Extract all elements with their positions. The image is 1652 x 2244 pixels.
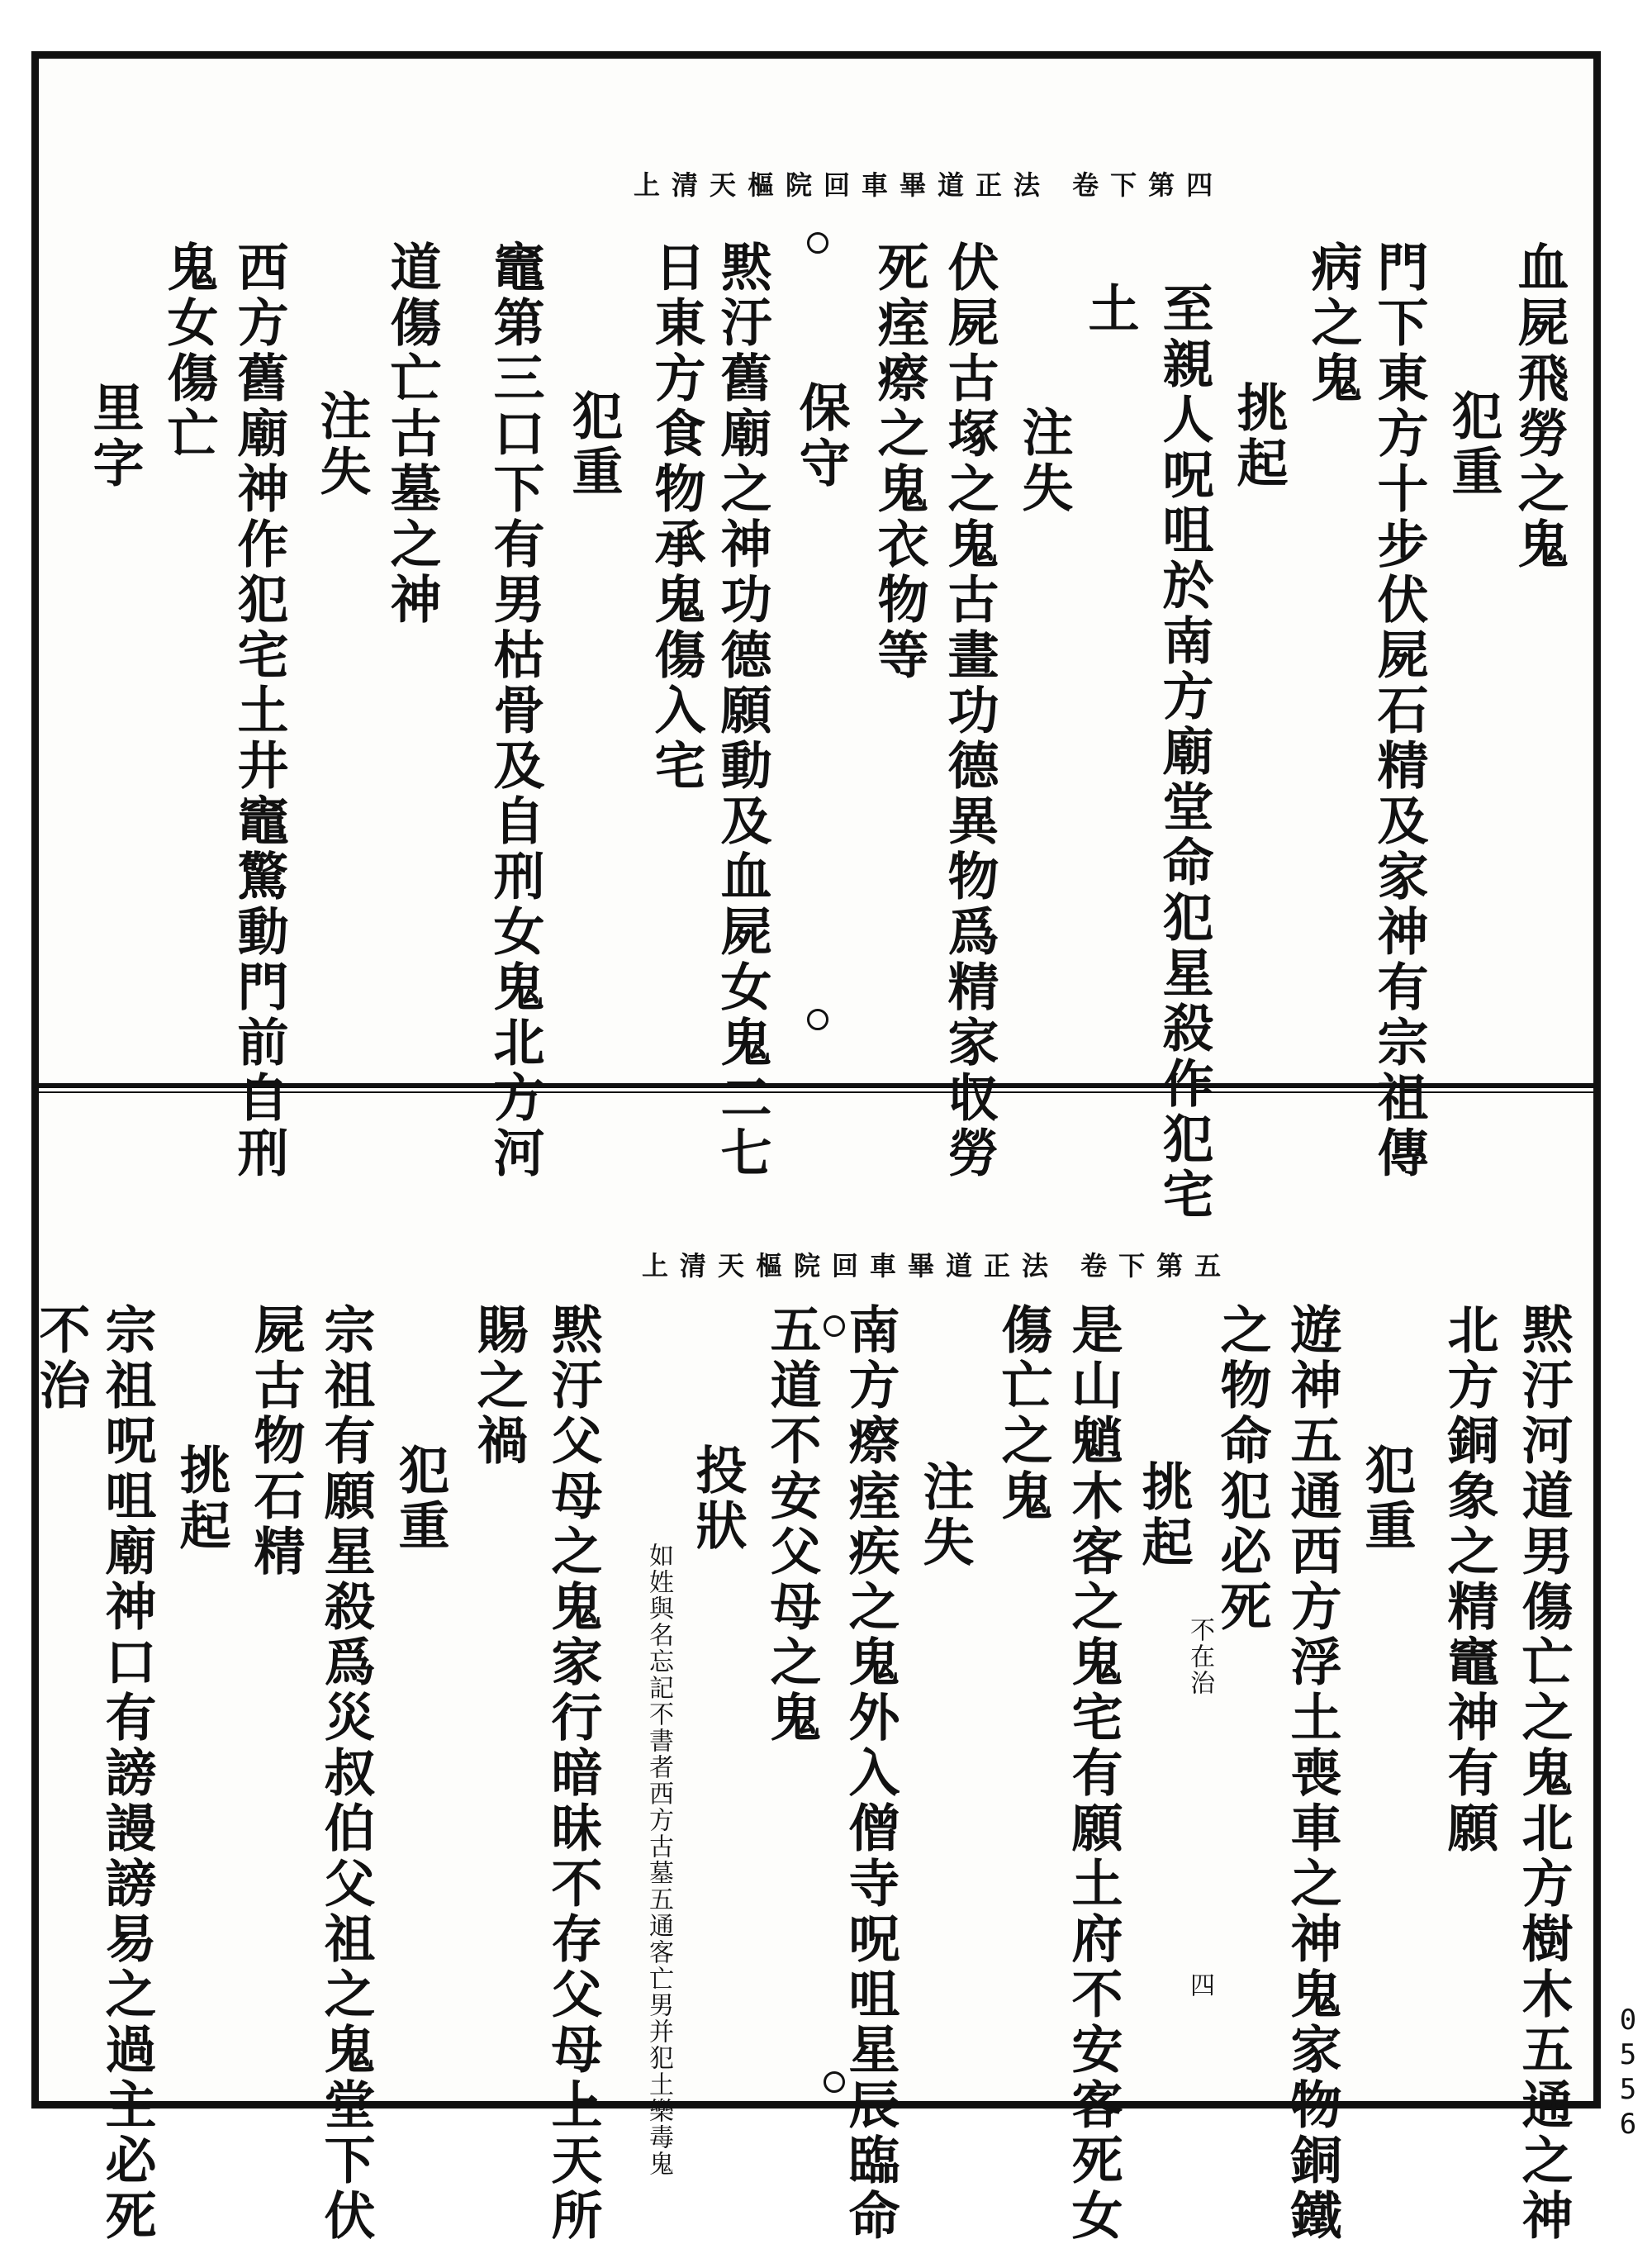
top-col-20: 里字 [84, 381, 145, 492]
top-col-4: 病之鬼 [1303, 240, 1363, 406]
bottom-col-3: 犯重 [1356, 1443, 1417, 1554]
page-divider [39, 1083, 1593, 1088]
bottom-note-3: 如姓與名忘記不書者西方古墓五通客亡男并犯土樂毒鬼 [644, 1543, 673, 2177]
bottom-col-6: 挑起 [1133, 1460, 1194, 1571]
bottom-col-13: 黙汙父母之鬼家行暗昧不存父母上天所 [543, 1303, 603, 2244]
top-col-10: 死痓瘵之鬼衣物等 [869, 240, 929, 683]
top-col-12: 黙汙舊廟之神功德願動及血屍女鬼二七 [712, 240, 772, 1181]
top-col-7: 土 [1080, 282, 1140, 337]
top-col-17: 注失 [311, 389, 372, 500]
top-col-8: 注失 [1014, 406, 1074, 516]
top-col-9: 伏屍古塚之鬼古畫功德異物爲精家収勞 [939, 240, 999, 1181]
circle-marker [807, 1009, 828, 1030]
circle-marker [824, 2071, 845, 2093]
bottom-col-2: 北方銅象之精竈神有願 [1439, 1303, 1499, 1857]
circle-marker [824, 1315, 845, 1337]
top-col-19: 鬼女傷亡 [159, 240, 219, 462]
top-col-5: 挑起 [1228, 381, 1289, 492]
top-col-15: 竈第三口下有男枯骨及自刑女鬼北方河 [485, 240, 545, 1181]
top-col-6: 至親人呪咀於南方廟堂命犯星殺作犯宅 [1154, 282, 1214, 1223]
bottom-col-8: 傷亡之鬼 [993, 1303, 1053, 1524]
page-frame [31, 51, 1601, 2244]
top-page-header: 上清天樞院回車畢道正法 卷下第四 [634, 169, 1225, 201]
top-col-18: 西方舊廟神作犯宅土井竈驚動門前自刑 [229, 240, 289, 1181]
bottom-page [31, 1096, 1593, 2244]
bottom-col-7: 是山魈木客之鬼宅有願土府不安客死女 [1063, 1303, 1123, 2244]
bottom-col-5: 之物命犯必死 [1212, 1303, 1272, 1635]
bottom-note-1: 不在治 [1185, 1617, 1214, 1696]
bottom-col-16: 宗祖有願星殺爲災叔伯父祖之鬼堂下伏 [316, 1303, 376, 2244]
top-col-13: 日東方食物承鬼傷入宅 [646, 240, 706, 794]
bottom-page-header: 上清天樞院回車畢道正法 卷下第五 [642, 1250, 1233, 1281]
page-number: 0556 [1612, 2004, 1645, 2142]
top-page [39, 59, 1593, 1223]
top-col-14: 犯重 [563, 389, 624, 500]
bottom-col-11: 五道不安父母之鬼 [762, 1303, 822, 1746]
top-col-3: 門下東方十步伏屍石精及家神有宗祖傳 [1369, 240, 1429, 1181]
bottom-col-15: 犯重 [390, 1443, 450, 1554]
top-col-1: 血屍飛勞之鬼 [1509, 240, 1569, 573]
top-col-16: 道傷亡古墓之神 [382, 240, 442, 628]
circle-marker [807, 232, 828, 254]
page-divider-inner [39, 1091, 1593, 1093]
bottom-col-17: 屍古物石精 [245, 1303, 306, 1580]
bottom-col-18: 挑起 [171, 1443, 231, 1554]
bottom-note-2: 四 [1185, 1972, 1214, 1999]
top-col-2: 犯重 [1443, 389, 1503, 500]
bottom-col-9: 注失 [914, 1460, 975, 1571]
bottom-col-12: 投狀 [687, 1443, 748, 1554]
bottom-col-1: 黙汙河道男傷亡之鬼北方樹木五通之神 [1513, 1303, 1574, 2244]
bottom-col-20: 不治 [31, 1303, 91, 1414]
top-col-11: 保守 [790, 381, 851, 492]
bottom-col-4: 遊神五通西方浮土喪車之神鬼家物銅鐵 [1282, 1303, 1342, 2244]
bottom-col-10: 南方瘵痓疾之鬼外入僧寺呪咀星辰臨命 [840, 1303, 900, 2244]
bottom-col-19: 宗祖呪咀廟神口有謗謾謗易之過主必死 [97, 1303, 157, 2244]
bottom-col-14: 賜之禍 [468, 1303, 529, 1469]
